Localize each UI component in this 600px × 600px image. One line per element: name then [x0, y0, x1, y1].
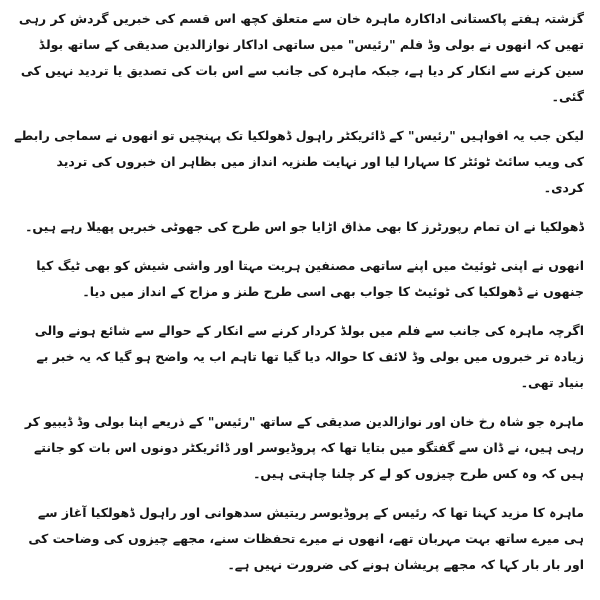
paragraph-7: ماہرہ کا مزید کہنا تھا کہ رئیس کے پروڈیوسر ریتیش سدھوانی اور راہول ڈھولکیا آغاز سے ہی میرے ساتھ بہت مہربان تھے، انھوں نے میرے تحفظات سنے، مجھے چیزوں کی وضاحت کی اور بار بار کہا کہ مجھے پریشان ہونے کی ضرورت نہیں ہے۔: [28, 505, 584, 572]
paragraph-3: ڈھولکیا نے ان تمام رپورٹرز کا بھی مذاق اڑایا جو اس طرح کی جھوٹی خبریں پھیلا رہے ہیں۔: [25, 219, 584, 234]
paragraph-4: انھوں نے اپنی ٹوئیٹ میں اپنے ساتھی مصنفین ہریت مہتا اور واشی شیش کو بھی ٹیگ کیا جنھوں نے ڈھولکیا کی ٹوئیٹ کا جواب بھی اسی طرح طنز و مزاح کے انداز میں دیا۔: [36, 258, 584, 299]
paragraph-5: اگرچہ ماہرہ کی جانب سے فلم میں بولڈ کردار کرنے سے انکار کے حوالے سے شائع ہونے والی زیادہ تر خبروں میں بولی وڈ لائف کا حوالہ دیا گیا تھا تاہم اب یہ واضح ہو گیا کہ یہ خبر بے بنیاد تھی۔: [34, 323, 584, 390]
paragraph-1: گزشتہ ہفتے پاکستانی اداکارہ ماہرہ خان سے متعلق کچھ اس قسم کی خبریں گردش کر رہی تھیں کہ انھوں نے بولی وڈ فلم "رئیس" میں ساتھی اداکار نوازالدین صدیقی کے ساتھ بولڈ سین کرنے سے انکار کر دیا ہے، جبکہ ماہرہ کی جانب سے اس بات کی تصدیق یا تردید نہیں کی گئی۔: [18, 11, 584, 104]
paragraph-6: ماہرہ جو شاہ رخ خان اور نوازالدین صدیقی کے ساتھ "رئیس" کے ذریعے اپنا بولی وڈ ڈیبیو کر رہی ہیں، نے ڈان سے گفتگو میں بتایا تھا کہ پروڈیوسر اور ڈائریکٹر دونوں اس بات کو جانتے ہیں کہ وہ کس طرح چیزوں کو لے کر چلنا چاہتی ہیں۔: [24, 414, 584, 481]
paragraph-2: لیکن جب یہ افواہیں "رئیس" کے ڈائریکٹر راہول ڈھولکیا تک پہنچیں تو انھوں نے سماجی رابطے کی ویب سائٹ ٹوئٹر کا سہارا لیا اور نہایت طنزیہ انداز میں بظاہر ان خبروں کی تردید کردی۔: [14, 128, 584, 195]
